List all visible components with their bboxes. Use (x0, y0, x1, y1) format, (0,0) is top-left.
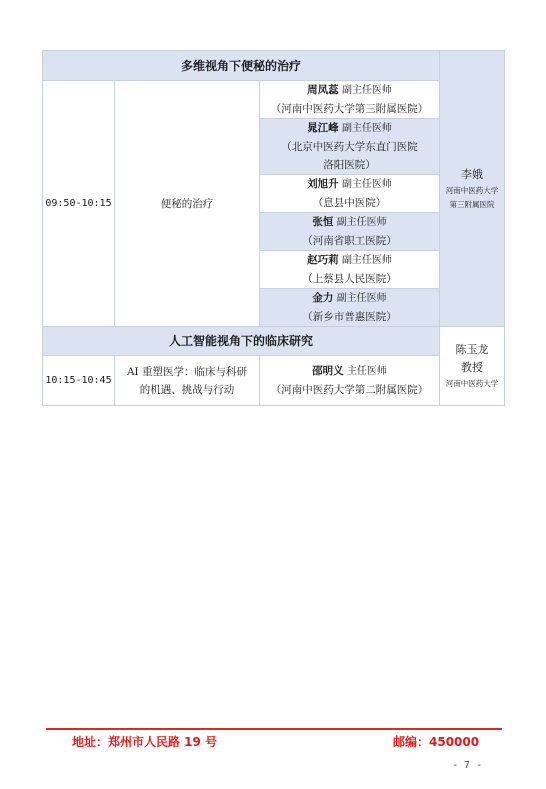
speaker-cell (260, 356, 440, 406)
speaker-cell (260, 289, 440, 327)
section-title-ai: 人工智能视角下的临床研究 (43, 327, 440, 356)
speaker-cell (260, 213, 440, 251)
speaker-line (260, 289, 439, 308)
chair-cell-2 (440, 327, 505, 406)
speaker-org: （息县中医院） (312, 197, 387, 209)
speaker-cell (260, 251, 440, 289)
speaker-line (260, 81, 439, 100)
session-topic: 便秘的治疗 (115, 81, 260, 327)
speaker-title: 副主任医师 (341, 85, 392, 96)
session-topic-line2: 的机遇、挑战与行动 (139, 383, 235, 396)
speaker-title: 副主任医师 (336, 217, 387, 228)
session-time: 10:15-10:45 (43, 356, 115, 406)
session-topic-line1: AI 重塑医学：临床与科研 (126, 365, 248, 378)
speaker-line (260, 119, 439, 138)
speaker-org: （北京中医药大学东直门医院 (281, 141, 418, 153)
speaker-title: 副主任医师 (341, 123, 392, 134)
speaker-org: （新乡市普惠医院） (302, 311, 397, 323)
chair-name: 陈玉龙 (455, 343, 489, 356)
chair-org-line2: 第三附属医院 (449, 199, 495, 209)
schedule-table (42, 50, 505, 406)
speaker-cell (260, 175, 440, 213)
speaker-title: 副主任医师 (336, 293, 387, 304)
speaker-name: 邵明义 (312, 365, 344, 377)
speaker-cell (260, 119, 440, 175)
session-time: 09:50-10:15 (43, 81, 115, 327)
chair-title: 教授 (461, 361, 484, 374)
speaker-cell (260, 81, 440, 119)
page-number: - 7 - (452, 760, 483, 771)
footer-postcode: 邮编：450000 (393, 735, 480, 749)
speaker-line (260, 213, 439, 232)
chair-cell-1 (440, 51, 505, 327)
speaker-name: 金力 (312, 292, 334, 304)
speaker-org: （河南省职工医院） (302, 235, 397, 247)
speaker-name: 晁江峰 (307, 122, 339, 134)
chair-org: 河南中医药大学 (445, 379, 499, 388)
speaker-line (260, 175, 439, 194)
chair-name: 李娥 (461, 167, 484, 181)
speaker-line (260, 251, 439, 270)
speaker-title: 主任医师 (346, 366, 387, 377)
chair-org-line1: 河南中医药大学 (445, 185, 499, 195)
session-topic (115, 356, 260, 406)
speaker-title: 副主任医师 (341, 179, 392, 190)
speaker-line (260, 362, 439, 381)
speaker-org-continued: 洛阳医院） (323, 159, 376, 171)
footer-divider (46, 728, 502, 730)
speaker-name: 张恒 (312, 216, 334, 228)
speaker-org: （上蔡县人民医院） (302, 273, 397, 285)
speaker-org: （河南中医药大学第三附属医院） (270, 103, 429, 115)
speaker-name: 赵巧莉 (307, 254, 339, 266)
speaker-name: 刘旭升 (307, 178, 339, 190)
speaker-name: 周凤蕊 (307, 84, 339, 96)
speaker-title: 副主任医师 (341, 255, 392, 266)
footer-address: 地址：郑州市人民路 19 号 (72, 735, 218, 749)
speaker-org: （河南中医药大学第二附属医院） (270, 384, 429, 396)
section-title-constipation: 多维视角下便秘的治疗 (43, 51, 440, 81)
